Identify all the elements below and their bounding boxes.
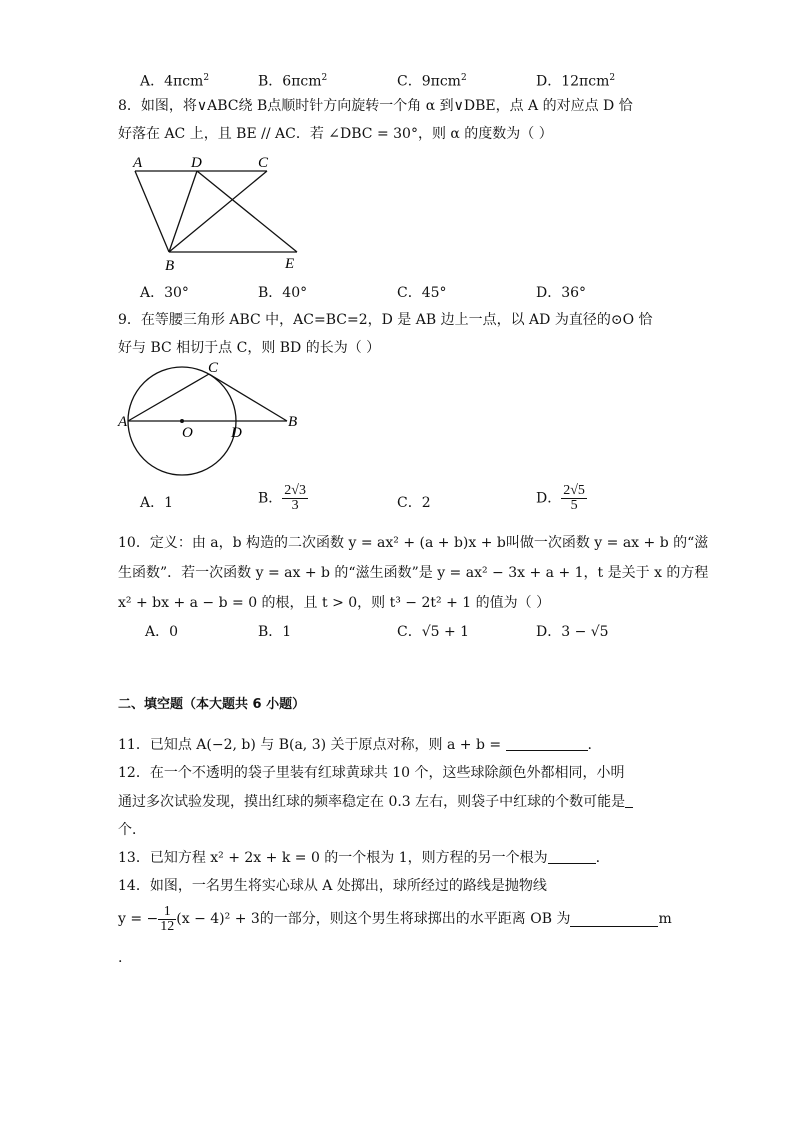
q13-stem: 13．已知方程 x² + 2x + k = 0 的一个根为 1，则方程的另一个根为 .: [118, 850, 601, 866]
q9-option-b: B． $\frac{2√3}{3}$: [258, 483, 306, 513]
q12-stem-line3: 个．: [118, 822, 146, 838]
q7-option-c: C．9πcm$^2$: [397, 73, 467, 90]
q11-answer-blank: [506, 736, 588, 751]
q12-stem-line2: 通过多次试验发现，摸出红球的频率稳定在 0.3 左右，则袋子中红球的个数可能是: [118, 792, 633, 812]
segment-cb: [209, 374, 287, 421]
q7-option-d: D．12πcm$^2$: [536, 73, 616, 90]
q7-option-a: A．4πcm$^2$: [140, 73, 210, 90]
q14-stem-line3: .: [118, 950, 123, 966]
label-b: B: [288, 414, 298, 430]
q14-answer-blank: [570, 912, 658, 927]
q9-stem-line1: 9．在等腰三角形 ABC 中，AC=BC=2，D 是 AB 边上一点，以 AD 为直径的⊙O 恰: [118, 312, 653, 328]
q14-stem-line1: 14．如图，一名男生将实心球从 A 处掷出，球所经过的路线是抛物线: [118, 878, 547, 894]
q10-stem-line1: 10．定义：由 a，b 构造的二次函数 y = ax² + (a + b)x + b叫做一次函数 y = ax + b 的“滋: [118, 535, 709, 551]
q8-option-d: D．36°: [536, 285, 587, 301]
q9-option-c: C．2: [397, 495, 431, 511]
q9-option-a: A．1: [140, 495, 174, 511]
q9-figure: [112, 360, 307, 485]
q8-option-a: A．30°: [140, 285, 189, 301]
q11-stem: 11．已知点 A(−2, b) 与 B(a, 3) 关于原点对称，则 a + b = .: [118, 737, 592, 753]
segment-de: [197, 171, 297, 252]
q8-option-c: C．45°: [397, 285, 447, 301]
q12-stem-line1: 12．在一个不透明的袋子里装有红球黄球共 10 个，这些球除颜色外都相同，小明: [118, 765, 625, 781]
q14-stem-line2: y = − $\frac{1}{12}$ (x − 4)² + 3的一部分，则这个男生将球掷出的水平距离 OB 为 m: [118, 903, 672, 934]
q10-option-c: C．√5 + 1: [397, 624, 470, 640]
q7-option-b: B．6πcm$^2$: [258, 73, 328, 90]
q13-answer-blank: [548, 849, 596, 864]
q12-answer-blank: [625, 793, 633, 808]
label-a: A: [133, 155, 143, 171]
label-d: D: [191, 155, 202, 171]
center-point-o: [180, 419, 184, 423]
q10-stem-line2: 生函数”．若一次函数 y = ax + b 的“滋生函数”是 y = ax² − 3x + a + 1，t 是关于 x 的方程: [118, 565, 709, 581]
label-d: D: [231, 425, 242, 441]
q10-option-d: D．3 − √5: [536, 624, 609, 640]
q8-stem-line1: 8．如图，将∨ABC绕 B点顺时针方向旋转一个角 α 到∨DBE，点 A 的对应点 D 恰: [118, 98, 633, 114]
segment-ac: [128, 374, 209, 421]
label-o: O: [182, 425, 193, 441]
q10-option-b: B．1: [258, 624, 292, 640]
q10-option-a: A．0: [145, 624, 179, 640]
q10-stem-line3: x² + bx + a − b = 0 的根，且 t > 0，则 t³ − 2t² + 1 的值为（ ）: [118, 595, 551, 611]
section-heading-fill-blank: 二、填空题（本大题共 6 小题）: [118, 697, 306, 712]
segment-bc: [169, 171, 267, 252]
label-c: C: [208, 360, 219, 376]
q8-figure: [125, 150, 315, 275]
label-c: C: [258, 155, 269, 171]
q9-stem-line2: 好与 BC 相切于点 C，则 BD 的长为（ ）: [118, 340, 381, 356]
q8-stem-line2: 好落在 AC 上，且 BE // AC．若 ∠DBC = 30°，则 α 的度数为（ ）: [118, 126, 553, 142]
q9-option-d: D． $\frac{2√5}{5}$: [536, 483, 585, 513]
q8-option-b: B．40°: [258, 285, 308, 301]
label-b: B: [165, 258, 175, 274]
label-a: A: [118, 414, 128, 430]
segment-ab: [135, 171, 169, 252]
label-e: E: [285, 256, 295, 272]
